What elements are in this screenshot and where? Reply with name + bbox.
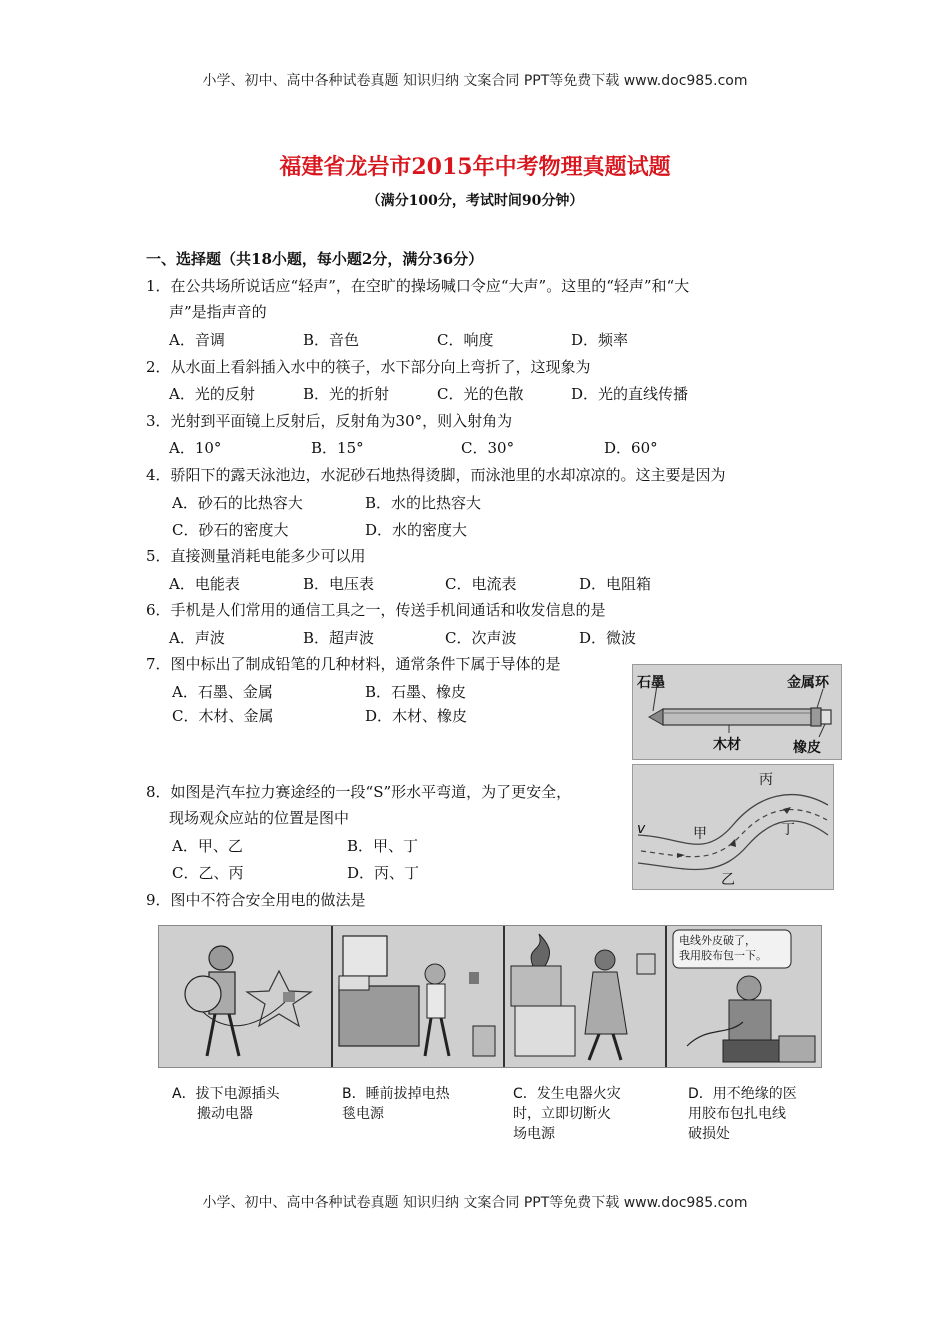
q9-option-a [172,1084,280,1124]
position-ding-label: 丁 [781,822,795,838]
comic-panel-d [667,926,821,1067]
q1-option-b: B．音色 [303,331,360,349]
q1-option-a: A．音调 [169,331,225,349]
q7-option-c: C．木材、金属 [172,707,274,725]
exam-info: （满分100分，考试时间90分钟） [366,193,584,209]
q3-option-a: A．10° [169,439,222,457]
q4-option-a: A．砂石的比热容大 [172,494,303,512]
page-header: 小学、初中、高中各种试卷真题 知识归纳 文案合同 PPT等免费下载 www.doc985.com [202,73,748,89]
bedroom-electric-blanket-illustration [333,926,503,1067]
q6-option-b: B．超声波 [303,629,375,647]
q8-option-b: B．甲、丁 [347,837,419,855]
comic-panel-c [505,926,667,1067]
s-curve-figure [632,764,834,890]
q9-option-d-line1: D．用不绝缘的医 [688,1086,797,1102]
q4-option-b: B．水的比热容大 [365,494,482,512]
q7-option-b: B．石墨、橡皮 [365,683,467,701]
q1-stem-line2: 声”是指声音的 [169,303,267,321]
q9-option-c [513,1084,621,1144]
q6-option-d: D．微波 [579,629,637,647]
q9-option-c-line3: 场电源 [513,1126,555,1142]
q3-option-d: D．60° [604,439,658,457]
position-yi-label: 乙 [721,872,735,888]
q9-option-b-line2: 毯电源 [342,1106,384,1122]
q6-option-a: A．声波 [169,629,225,647]
metal-ring-label: 金属环 [787,675,829,691]
q1-option-c: C．响度 [437,331,494,349]
comic-panel-b [333,926,505,1067]
page-title: 福建省龙岩市2015年中考物理真题试题 [279,154,671,180]
q8-option-c: C．乙、丙 [172,864,244,882]
q2-option-d: D．光的直线传播 [571,385,689,403]
q3-stem: 3．光射到平面镜上反射后，反射角为30°，则入射角为 [146,412,513,430]
q9-option-a-line1: A．拔下电源插头 [172,1086,280,1102]
q5-option-a: A．电能表 [169,575,240,593]
wood-label: 木材 [713,737,741,753]
q6-option-c: C．次声波 [445,629,517,647]
q4-option-c: C．砂石的密度大 [172,521,289,539]
q4-option-d: D．水的密度大 [365,521,468,539]
graphite-label: 石墨 [637,675,665,691]
q9-option-d-line3: 破损处 [688,1126,730,1142]
q9-option-b [342,1084,450,1124]
q9-option-d-line2: 用胶布包扎电线 [688,1106,786,1122]
electrical-safety-comic [158,925,822,1068]
q5-option-b: B．电压表 [303,575,375,593]
eraser-label: 橡皮 [793,740,821,756]
q4-stem: 4．骄阳下的露天泳池边，水泥砂石地热得烫脚，而泳池里的水却凉凉的。这主要是因为 [146,466,726,484]
q9-option-b-line1: B．睡前拔掉电热 [342,1086,450,1102]
q7-option-a: A．石墨、金属 [172,683,273,701]
q3-option-b: B．15° [311,439,364,457]
q5-option-c: C．电流表 [445,575,517,593]
section-heading: 一、选择题（共18小题，每小题2分，满分36分） [146,250,484,268]
q8-stem-line1: 8．如图是汽车拉力赛途经的一段“S”形水平弯道，为了更安全， [146,783,572,801]
q1-option-d: D．频率 [571,331,629,349]
pencil-figure [632,664,842,760]
q5-option-d: D．电阻箱 [579,575,652,593]
velocity-label: v [637,821,646,837]
comic-panel-a [159,926,333,1067]
q9-option-d [688,1084,797,1144]
q9-option-a-line2: 搬动电器 [197,1106,253,1122]
person-carrying-fan-illustration [159,926,331,1067]
page-footer: 小学、初中、高中各种试卷真题 知识归纳 文案合同 PPT等免费下载 www.doc985.com [202,1195,748,1211]
q8-option-a: A．甲、乙 [172,837,243,855]
q8-stem-line2: 现场观众应站的位置是图中 [169,809,350,827]
speech-bubble-line2: 我用胶布包一下。 [679,949,767,962]
q6-stem: 6．手机是人们常用的通信工具之一，传送手机间通话和收发信息的是 [146,601,606,619]
q3-option-c: C．30° [461,439,515,457]
position-bing-label: 丙 [759,772,773,788]
q7-stem: 7．图中标出了制成铅笔的几种材料，通常条件下属于导体的是 [146,655,561,673]
speech-bubble-line1: 电线外皮破了， [679,934,756,947]
q1-stem-line1: 1．在公共场所说话应“轻声”，在空旷的操场喊口令应“大声”。这里的“轻声”和“大 [146,277,690,295]
position-jia-label: 甲 [693,826,707,842]
q9-option-c-line1: C．发生电器火灾 [513,1086,621,1102]
q2-option-c: C．光的色散 [437,385,524,403]
q9-stem: 9．图中不符合安全用电的做法是 [146,891,366,909]
q2-option-b: B．光的折射 [303,385,390,403]
q9-option-c-line2: 时，立即切断火 [513,1106,611,1122]
q2-stem: 2．从水面上看斜插入水中的筷子，水下部分向上弯折了，这现象为 [146,358,591,376]
kitchen-fire-illustration [505,926,665,1067]
q7-option-d: D．木材、橡皮 [365,707,468,725]
q5-stem: 5．直接测量消耗电能多少可以用 [146,547,366,565]
q2-option-a: A．光的反射 [169,385,255,403]
q8-option-d: D．丙、丁 [347,864,420,882]
